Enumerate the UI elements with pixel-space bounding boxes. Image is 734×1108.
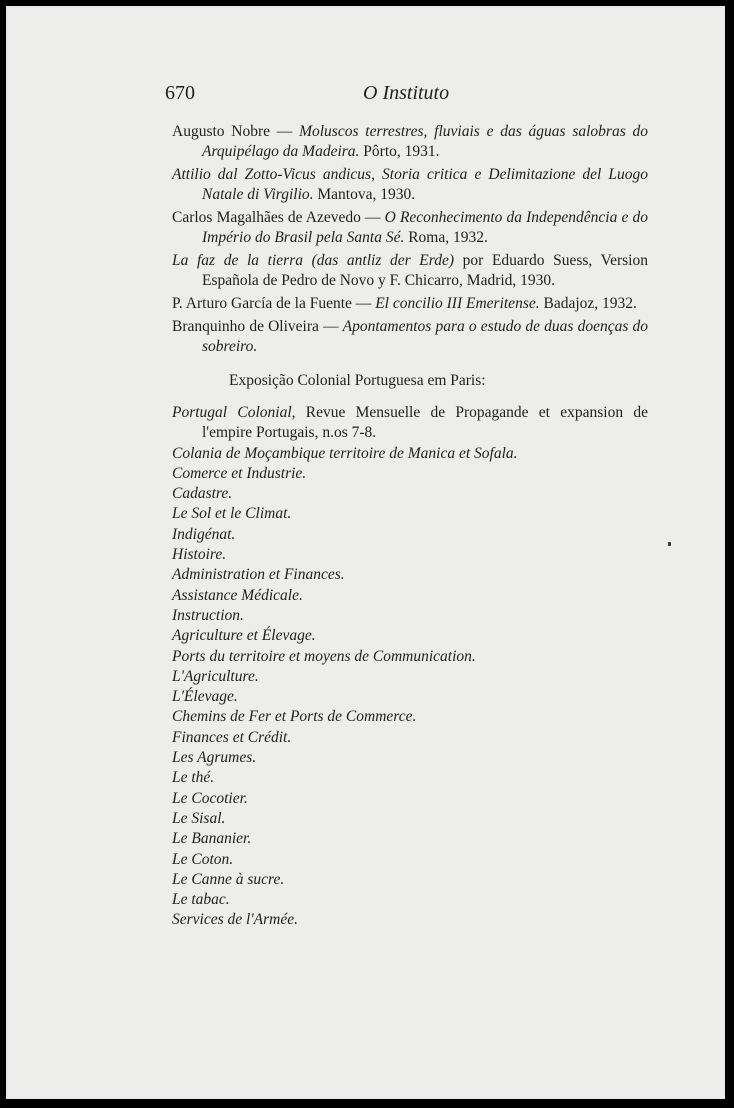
list-item: Cadastre. <box>172 485 233 503</box>
list-item: Le Sisal. <box>172 809 226 827</box>
list-item: Le Canne à sucre. <box>172 870 285 888</box>
bibliography-list <box>172 122 648 357</box>
bibliography-entry: Attilio dal Zotto-Vicus andicus, Storia critica e Delimitazione del Luogo Natale di Virgilio. Mantova, 1930. <box>172 166 648 203</box>
list-item: Les Agrumes. <box>172 749 257 767</box>
bibliography-entry: Branquinho de Oliveira — Apontamentos para o estudo de duas doenças do sobreiro. <box>172 318 648 355</box>
bibliography-entry: Carlos Magalhães de Azevedo — O Reconhecimento da Independência e do Império do Brasil pela Santa Sé. Roma, 1932. <box>172 209 649 246</box>
list-item: Assistance Médicale. <box>172 586 303 604</box>
ink-speck <box>668 542 671 546</box>
list-item: Le thé. <box>172 769 215 787</box>
section-heading: Exposição Colonial Portuguesa em Paris: <box>229 372 486 389</box>
page-content <box>172 122 648 931</box>
list-item: Instruction. <box>172 606 244 624</box>
list-item: Le Cocotier. <box>172 789 248 807</box>
list-item: Le tabac. <box>172 891 230 909</box>
list-item: Le Sol et le Climat. <box>172 505 292 523</box>
list-item: Indigénat. <box>172 525 236 543</box>
running-title: O Instituto <box>363 82 450 104</box>
list-item: Ports du territoire et moyens de Communication. <box>172 647 476 665</box>
list-item: Portugal Colonial, Revue Mensuelle de Propagande et expansion de l'empire Portugais, n.os 7-8. <box>172 404 648 442</box>
list-item: Comerce et Industrie. <box>172 464 307 482</box>
list-item: Colania de Moçambique territoire de Manica et Sofala. <box>172 444 518 462</box>
bibliography-entry: La faz de la tierra (das antliz der Erde) por Eduardo Suess, Version Española de Pedro de Novo y F. Chicarro, Madrid, 1930. <box>172 252 648 289</box>
page-number: 670 <box>165 82 195 104</box>
list-item: Histoire. <box>172 546 227 564</box>
list-item: L'Agriculture. <box>172 667 259 685</box>
bibliography-entry: Augusto Nobre — Moluscos terrestres, fluviais e das águas salobras do Arquipélago da Madeira. Pôrto, 1931. <box>172 123 648 160</box>
page-header <box>8 78 723 108</box>
list-item: Agriculture et Élevage. <box>172 627 316 645</box>
list-item: Chemins de Fer et Ports de Commerce. <box>172 708 417 726</box>
list-item: Le Coton. <box>172 850 234 868</box>
exposition-list <box>172 403 648 931</box>
list-item: L'Élevage. <box>172 688 238 706</box>
list-item: Administration et Finances. <box>172 566 345 584</box>
list-item: Services de l'Armée. <box>172 911 298 929</box>
bibliography-entry: P. Arturo García de la Fuente — El concilio III Emeritense. Badajoz, 1932. <box>172 295 637 312</box>
list-item: Finances et Crédit. <box>172 728 292 746</box>
list-item: Le Bananier. <box>172 830 252 848</box>
document-page <box>6 6 725 1099</box>
